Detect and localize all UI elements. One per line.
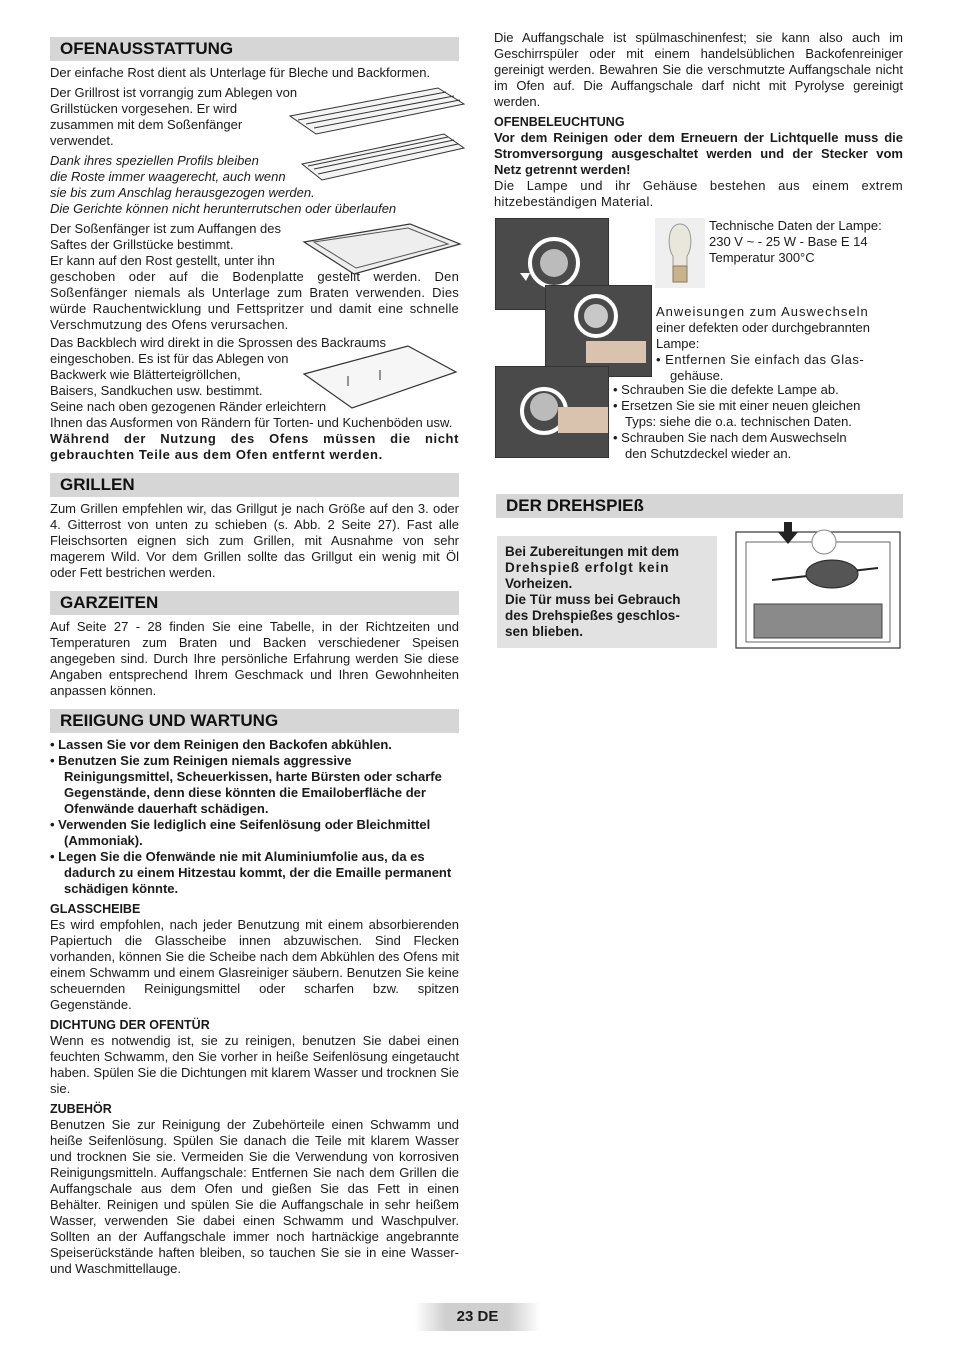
list-item: • Verwenden Sie lediglich eine Seifenlösung oder Bleichmittel (Ammoniak). [50, 817, 431, 848]
list-item: • Lassen Sie vor dem Reinigen den Backofen abkühlen. [50, 737, 392, 752]
list-item: • Legen Sie die Ofenwände nie mit Aluminiumfolie aus, da es dadurch zu einem Hitzestau kommt, der die Emaille permanent schädigen könnte. [50, 849, 452, 896]
beleuchtung-text: Die Lampe und ihr Gehäuse bestehen aus einem extrem hitzebeständigen Material. [494, 178, 903, 209]
grillrost-illustration [288, 86, 468, 186]
section-heading-drehspiess: DER DREHSPIEß [496, 494, 903, 518]
parts-warning: Während der Nutzung des Ofens müssen die nicht gebrauchten Teile aus dem Ofen entfernt werden. [50, 431, 459, 462]
drehspiess-note: Bei Zubereitungen mit dem Drehspieß erfolgt kein Vorheizen. Die Tür muss bei Gebrauch des Drehspießes geschlos- sen blieben. [497, 536, 717, 648]
zubehoer-text: Benutzen Sie zur Reinigung der Zubehörteile einen Schwamm und heiße Seifenlösung. Spülen Sie danach die Teile mit klarem Wasser und trocknen Sie sie. Vermeiden Sie die Verwendung von korrosiven Reinigungsmitteln. Auffangschale: Entfernen Sie nach dem Grillen die Auffangschale aus dem Ofen und gießen Sie das Fett in einen Behälter. Reinigen und spülen Sie die Auffangschale in sehr heißem Wasser, verwenden Sie dabei einen Schwamm und Waschpulver. Sollten an der Auffangschale immer noch hartnäckige angebrannte Speiserückstände haften bleiben, so tauchen Sie sie in eine Wasser- und Waschmittellauge. [50, 1117, 459, 1276]
glasscheibe-heading: GLASSCHEIBE [50, 902, 141, 916]
list-item: • Benutzen Sie zum Reinigen niemals aggressive Reinigungsmittel, Scheuerkissen, harte Bürsten oder scharfe Gegenstände, denn diese könnten die Emailoberfläche der Ofenwände dauerhaft schädigen. [50, 753, 442, 816]
reinigung-list [50, 737, 459, 897]
page-number: 23 DE [415, 1303, 540, 1331]
backblech-text: Das Backblech wird direkt in die Sprossen des Backraums eingeschoben. Es ist für das Ablegen von Backwerk wie Blätterteigröllchen, Baisers, Sandkuchen usw. bestimmt. Seine nach oben gezogenen Ränder erleichtern Ihnen das Ausformen von Rändern für Torten- und Kuchenböden usw. [50, 335, 453, 430]
glasscheibe-text: Es wird empfohlen, nach jeder Benutzung mit einem absorbierenden Papiertuch die Glasscheibe innen abzuwischen. Sind Flecken vorhanden, können Sie die Scheibe nach dem Abkühlen des Ofens mit einem Schwamm und einem Glasreiniger säubern. Benutzen Sie keine scheuernden Reinigungsmittel oder scharfen bzw. spitzen Gegenstände. [50, 917, 459, 1012]
ofenbeleuchtung-heading: OFENBELEUCHTUNG [494, 115, 625, 129]
lamp-photo-2 [545, 285, 652, 377]
rost-intro: Der einfache Rost dient als Unterlage für Bleche und Backformen. [50, 65, 431, 80]
italic-note: Dank ihres speziellen Profils bleiben die Roste immer waagerecht, auch wenn sie bis zum Anschlag herausgezogen werden. Die Gerichte können nicht herunterrutschen oder überlaufen [50, 153, 397, 216]
auffangschale-text: Die Auffangschale ist spülmaschinenfest; sie kann also auch im Geschirrspüler oder mit einem handelsüblichen Backofenreiniger gereinigt werden. Bewahren Sie die verschmutzte Auffangschale nicht im Ofen auf. Die Auffangschale darf nicht mit Pyrolyse gereinigt werden. [494, 30, 903, 109]
lamp-specs: Technische Daten der Lampe: 230 V ~ - 25 W - Base E 14 Temperatur 300°C [709, 218, 882, 265]
dichtung-heading: DICHTUNG DER OFENTÜR [50, 1018, 210, 1032]
drehspiess-section [496, 494, 903, 522]
sossenfaenger-illustration [300, 220, 465, 280]
sossenfaenger-text: Der Soßenfänger ist zum Auffangen des Saftes der Grillstücke bestimmt. Er kann auf den Rost gestellt, unter ihn geschoben oder auf die Bodenplatte gestellt werden. Den Soßenfänger niemals als Unterlage zum Braten verwenden. Dies würde Rauchentwicklung und Fettspritzer und damit eine schnelle Verschmutzung des Ofens verursachen. [50, 221, 459, 332]
lamp-steps: • Schrauben Sie die defekte Lampe ab. • Ersetzen Sie sie mit einer neuen gleichen Typs: siehe die o.a. technischen Daten. • Schrauben Sie nach dem Auswechseln den Schutzdeckel wieder an. [613, 382, 861, 461]
section-heading-garzeiten: GARZEITEN [50, 591, 459, 615]
beleuchtung-warning: Vor dem Reinigen oder dem Erneuern der Lichtquelle muss die Stromversorgung ausgeschaltet werden und der Stecker vom Netz getrennt werden! [494, 130, 903, 177]
dichtung-text: Wenn es notwendig ist, sie zu reinigen, benutzen Sie dabei einen feuchten Schwamm, den Sie vorher in heiße Seifenlösung eingetaucht haben. Spülen Sie die Dichtungen mit klarem Wasser und trocknen Sie sie. [50, 1033, 459, 1096]
section-heading-ofenausstattung: OFENAUSSTATTUNG [50, 37, 459, 61]
right-column [494, 30, 903, 210]
grillrost-text: Der Grillrost ist vorrangig zum Ablegen von Grillstücken vorgesehen. Er wird zusammen mit dem Soßenfänger verwendet. [50, 85, 298, 148]
bulb-icon [655, 218, 705, 288]
section-heading-reinigung: REIIGUNG UND WARTUNG [50, 709, 459, 733]
lamp-photo-3 [495, 366, 609, 458]
section-heading-grillen: GRILLEN [50, 473, 459, 497]
grillen-text: Zum Grillen empfehlen wir, das Grillgut je nach Größe auf den 3. oder 4. Gitterrost von unten zu schieben (s. Abb. 2 Seite 27). Fast alle Fleischsorten eignen sich zum Grillen, mit Ausnahme von sehr magerem Wild. Vor dem Grillen sollte das Grillgut ein wenig mit Öl oder Fett bestrichen werden. [50, 501, 459, 580]
drehspiess-illustration [732, 522, 904, 650]
backblech-illustration [300, 342, 460, 414]
zubehoer-heading: ZUBEHÖR [50, 1102, 112, 1116]
garzeiten-text: Auf Seite 27 - 28 finden Sie eine Tabelle, in der Richtzeiten und Temperaturen zum Braten und Backen verschiedener Speisen angegeben sind. Durch Ihre persönliche Erfahrung werden Sie diese Angaben entsprechend Ihrem Geschmack und Ihren Gewohnheiten anpassen können. [50, 619, 459, 698]
anweisungen: Anweisungen zum Auswechseln einer defekten oder durchgebrannten Lampe: • Entfernen Sie einfach das Glas- gehäuse. [656, 304, 870, 383]
